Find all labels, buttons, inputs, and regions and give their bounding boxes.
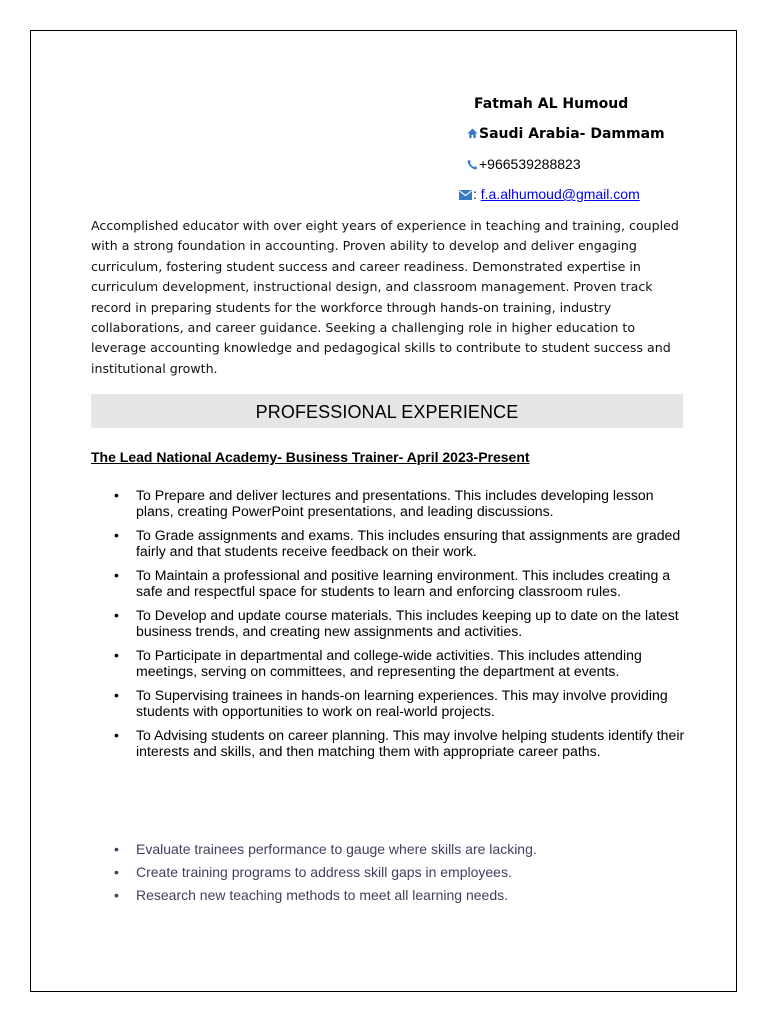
section-title: PROFESSIONAL EXPERIENCE — [255, 402, 519, 422]
bullet-icon: • — [114, 687, 119, 703]
home-icon — [467, 127, 478, 143]
duty-text: To Prepare and deliver lectures and presentations. This includes developing lesson plans, creating PowerPoint presentations, and leading discussions. — [136, 487, 654, 519]
list-item — [91, 727, 691, 759]
duty-text: To Maintain a professional and positive learning environment. This includes creating a safe and respectful space for students to learn and enforcing classroom rules. — [136, 567, 671, 599]
duty-text: To Supervising trainees in hands-on learning experiences. This may involve providing students with opportunities to work on real-world projects. — [136, 687, 668, 719]
professional-summary: Accomplished educator with over eight years of experience in teaching and training, coupled with a strong foundation in accounting. Proven ability to develop and deliver engaging curriculum, fostering student success and career readiness. Demonstrated expertise in curriculum development, instructional design, and classroom management. Proven track record in preparing students for the workforce through hands-on training, industry collaborations, and career guidance. Seeking a challenging role in higher education to leverage accounting knowledge and pedagogical skills to contribute to student success and institutional growth. — [91, 218, 679, 376]
email-line — [459, 186, 640, 203]
phone-line — [467, 156, 581, 173]
bullet-icon: • — [114, 727, 119, 743]
bullet-icon: • — [114, 527, 119, 543]
bullet-icon: • — [114, 607, 119, 623]
list-item — [91, 607, 691, 639]
location-text: Saudi Arabia- Dammam — [479, 126, 665, 142]
list-item — [91, 567, 691, 599]
bullet-icon: • — [114, 567, 119, 583]
email-prefix: : — [473, 186, 477, 202]
bullet-icon: • — [114, 647, 119, 663]
bullet-icon: • — [114, 887, 119, 903]
bullet-icon: • — [114, 841, 119, 857]
extra-duty-text: Evaluate trainees performance to gauge where skills are lacking. — [136, 841, 537, 857]
phone-text: +966539288823 — [479, 156, 581, 172]
email-link[interactable]: f.a.alhumoud@gmail.com — [480, 186, 640, 202]
extra-duty-text: Research new teaching methods to meet all learning needs. — [136, 887, 508, 903]
list-item — [91, 841, 691, 857]
duty-text: To Develop and update course materials. This includes keeping up to date on the latest business trends, and creating new assignments and activities. — [136, 607, 679, 639]
phone-icon — [467, 157, 478, 173]
extra-duties-list — [91, 841, 691, 910]
list-item — [91, 687, 691, 719]
list-item — [91, 527, 691, 559]
list-item — [91, 647, 691, 679]
duty-text: To Participate in departmental and college-wide activities. This includes attending meetings, serving on committees, and representing the department at events. — [136, 647, 642, 679]
location-line — [467, 126, 665, 143]
extra-duty-text: Create training programs to address skill gaps in employees. — [136, 864, 512, 880]
duty-text: To Advising students on career planning. This may involve helping students identify their interests and skills, and then matching them with appropriate career paths. — [136, 727, 685, 759]
resume-page — [30, 30, 737, 992]
duties-list — [91, 487, 691, 767]
bullet-icon: • — [114, 864, 119, 880]
duty-text: To Grade assignments and exams. This includes ensuring that assignments are graded fairly and that students receive feedback on their work. — [136, 527, 681, 559]
list-item — [91, 487, 691, 519]
section-header-bar — [91, 394, 683, 428]
candidate-name: Fatmah AL Humoud — [474, 96, 629, 112]
list-item — [91, 864, 691, 880]
list-item — [91, 887, 691, 903]
job-title: The Lead National Academy- Business Trainer- April 2023-Present — [91, 449, 530, 465]
bullet-icon: • — [114, 487, 119, 503]
envelope-icon — [459, 187, 472, 203]
